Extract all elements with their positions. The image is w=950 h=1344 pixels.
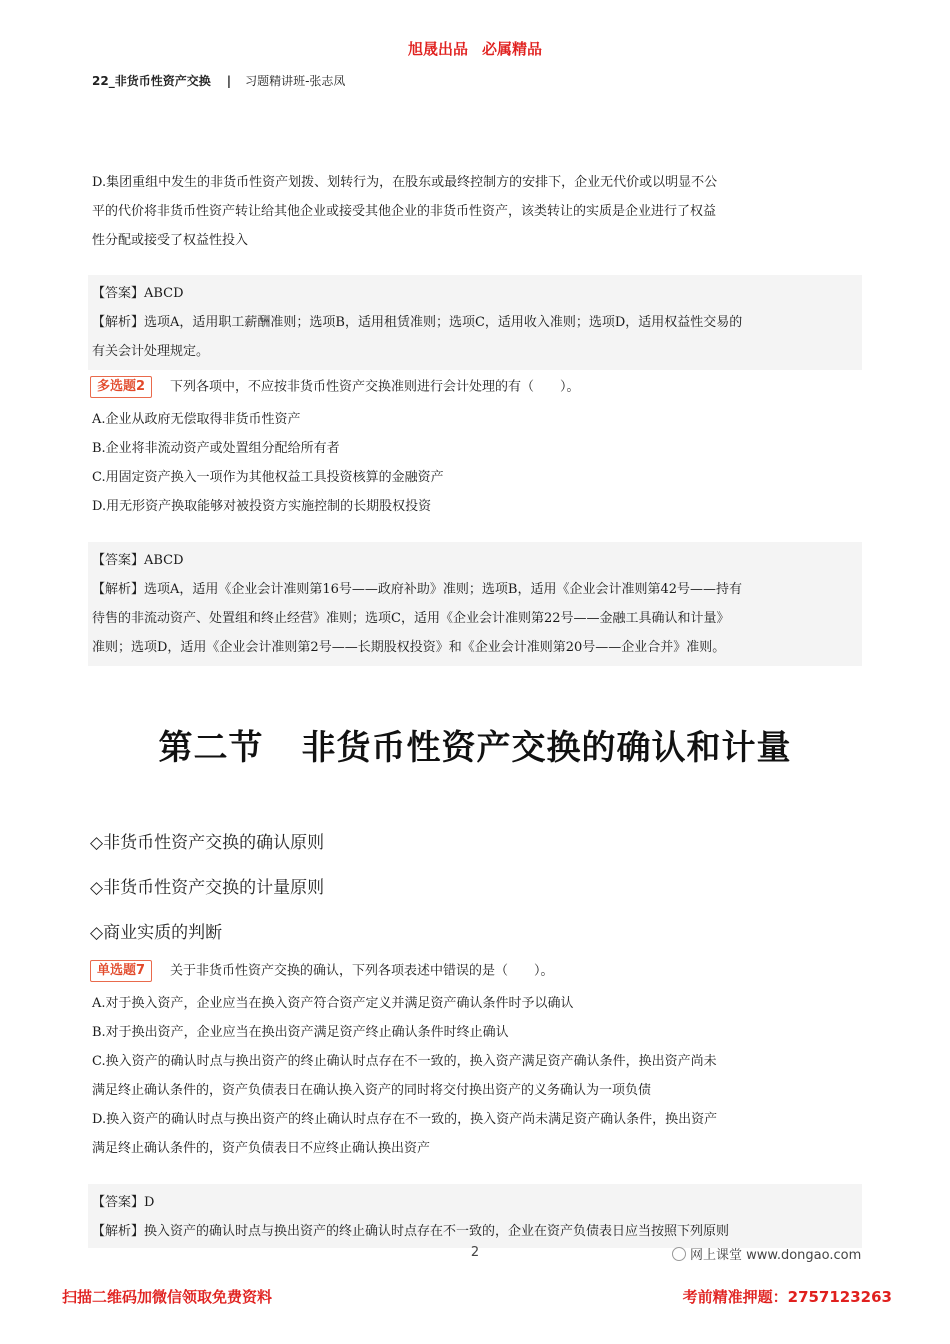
brand-mark [672,1244,861,1263]
option-a: A.对于换入资产，企业应当在换入资产符合资产定义并满足资产确认条件时予以确认 [92,996,574,1011]
answer-line: 【答案】ABCD [92,553,184,568]
section-heading [0,720,950,769]
option-c: C.换入资产的确认时点与换出资产的终止确认时点存在不一致的，换入资产满足资产确认条件，换出资产尚未 [92,1054,717,1069]
analysis-line: 有关会计处理规定。 [92,344,210,359]
answer-box [88,1184,862,1248]
question-7-stem [90,960,870,983]
text-line: 性分配或接受了权益性投入 [92,233,249,248]
question-7-options [92,989,862,1163]
analysis-line: 待售的非流动资产、处置组和终止经营》准则；选项C，适用《企业会计准则第22号——金融工具确认和计量》 [92,611,730,626]
analysis-line: 准则；选项D，适用《企业会计准则第2号——长期股权投资》和《企业会计准则第20号——企业合并》准则。 [92,640,726,655]
section-title: 非货币性资产交换的确认和计量 [301,728,792,768]
option-c-cont: 满足终止确认条件的，资产负债表日在确认换入资产的同时将交付换出资产的义务确认为一项负债 [92,1083,652,1098]
analysis-line: 【解析】选项A，适用职工薪酬准则；选项B，适用租赁准则；选项C，适用收入准则；选项D，适用权益性交易的 [92,315,743,330]
dongao-logo-icon [672,1247,686,1261]
section-number: 第二节 [158,728,264,768]
banner-left: 旭晟出品 [407,40,468,58]
header-separator: | [226,74,232,88]
text-line: 平的代价将非货币性资产转让给其他企业或接受其他企业的非货币性资产，该类转让的实质是企业进行了权益 [92,204,717,219]
question-2-options [92,405,862,521]
page-number: 2 [470,1245,480,1260]
text-line: D.集团重组中发生的非货币性资产划拨、划转行为，在股东或最终控制方的安排下，企业无代价或以明显不公 [92,175,718,190]
answer-line: 【答案】D [92,1195,155,1210]
option-a: A.企业从政府无偿取得非货币性资产 [92,412,301,427]
question-text: 关于非货币性资产交换的确认，下列各项表述中错误的是（ ）。 [170,963,554,979]
answer-box [88,542,862,666]
footer-right-note: 考前精准押题：2757123263 [682,1288,892,1306]
option-b: B.企业将非流动资产或处置组分配给所有者 [92,441,340,456]
chapter-title: 22_非货币性资产交换 [92,74,211,88]
topic-bullet: ◇非货币性资产交换的计量原则 [90,878,325,898]
topic-bullet: ◇商业实质的判断 [90,923,223,943]
option-d-paragraph [92,168,862,255]
question-text: 下列各项中，不应按非货币性资产交换准则进行会计处理的有（ ）。 [170,379,580,395]
option-d-cont: 满足终止确认条件的，资产负债表日不应终止确认换出资产 [92,1141,431,1156]
course-name: 习题精讲班-张志凤 [245,74,346,88]
brand-text: 网上课堂 www.dongao.com [690,1248,862,1263]
topic-bullet: ◇非货币性资产交换的确认原则 [90,833,325,853]
top-banner [0,38,950,59]
analysis-line: 【解析】选项A，适用《企业会计准则第16号——政府补助》准则；选项B，适用《企业会计准则第42号——持有 [92,582,743,597]
question-type-badge: 单选题7 [90,960,152,982]
page-header [92,72,345,89]
option-d: D.换入资产的确认时点与换出资产的终止确认时点存在不一致的，换入资产尚未满足资产确认条件，换出资产 [92,1112,718,1127]
answer-box [88,275,862,370]
question-2-stem [90,376,870,399]
footer-left-note: 扫描二维码加微信领取免费资料 [62,1288,273,1306]
option-d: D.用无形资产换取能够对被投资方实施控制的长期股权投资 [92,499,432,514]
analysis-line: 【解析】换入资产的确认时点与换出资产的终止确认时点存在不一致的，企业在资产负债表日应当按照下列原则 [92,1224,730,1239]
option-b: B.对于换出资产，企业应当在换出资产满足资产终止确认条件时终止确认 [92,1025,509,1040]
answer-line: 【答案】ABCD [92,286,184,301]
banner-right: 必属精品 [482,40,543,58]
question-type-badge: 多选题2 [90,376,152,398]
option-c: C.用固定资产换入一项作为其他权益工具投资核算的金融资产 [92,470,444,485]
